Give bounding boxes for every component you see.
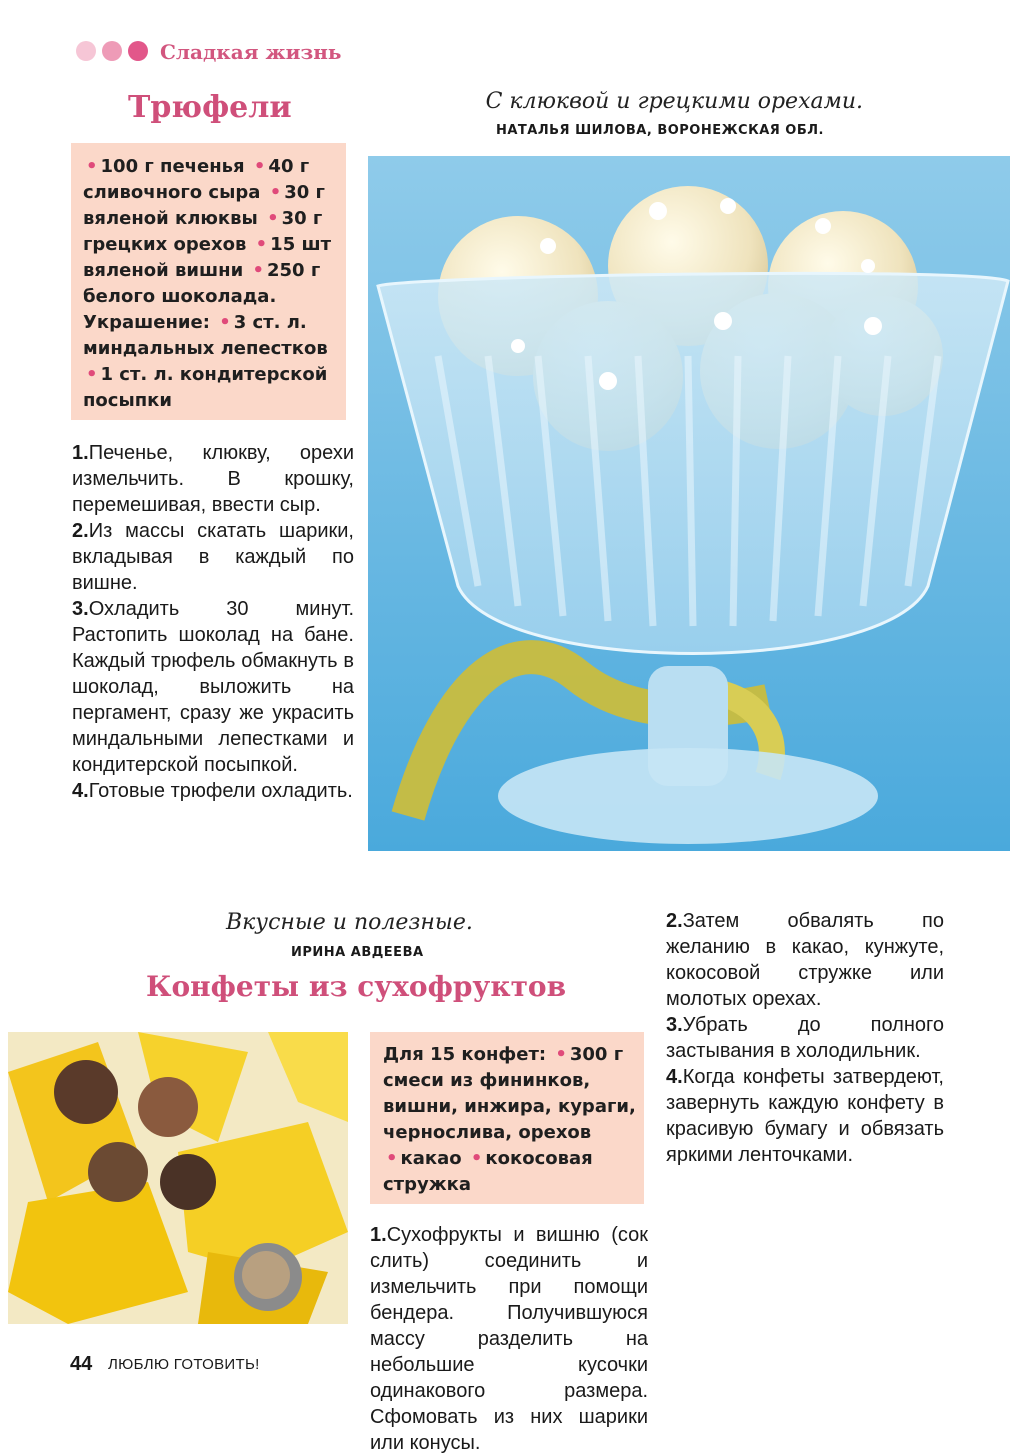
bullet: • (470, 1148, 483, 1169)
bullet: • (269, 182, 282, 203)
bullet: • (555, 1044, 567, 1065)
step (72, 518, 354, 596)
recipe2-step1 (370, 1222, 648, 1454)
recipe1-subtitle: С клюквой и грецкими орехами. (485, 89, 863, 114)
bullet: • (253, 156, 266, 177)
step-text: Охладить 30 минут. Растопить шоколад на бане. Каждый трюфель обмакнуть в шоколад, выложить на пергамент, сразу же украсить миндальными лепестками и кондитерской посыпкой. (72, 598, 354, 776)
step-text: Печенье, клюкву, орехи измельчить. В крошку, перемешивая, ввести сыр. (72, 442, 354, 516)
recipe2-author: ИРИНА АВДЕЕВА (291, 945, 424, 960)
recipe2-title: Конфеты из сухофруктов (146, 970, 567, 1003)
step-number: 4. (666, 1066, 683, 1088)
step (666, 1012, 944, 1064)
step-text: Из массы скатать шарики, вкладывая в каждый по вишне. (72, 520, 354, 594)
ingredient: кокосовая стружка (383, 1148, 593, 1195)
bullet: • (86, 364, 98, 385)
recipe2-ingredients-box (370, 1032, 644, 1204)
page-number: 44 (70, 1353, 93, 1375)
dot-light (76, 41, 96, 61)
ingredient: 1 ст. л. кондитерской посыпки (83, 364, 328, 411)
step-number: 1. (370, 1224, 387, 1246)
step-text: Когда конфеты затвердеют, завернуть каждую конфету в красивую бумагу и обвязать яркими ленточками. (666, 1066, 944, 1166)
ingredient: 100 г печенья (100, 156, 245, 177)
step (666, 908, 944, 1012)
dot-medium (102, 41, 122, 61)
ingredient: 30 г грецких орехов (83, 208, 323, 255)
ingredient: 300 г смеси из фининков, вишни, инжира, кураги, чернослива, орехов (383, 1044, 636, 1143)
recipe2-subtitle: Вкусные и полезные. (226, 910, 473, 935)
ingredient: какао (400, 1148, 462, 1169)
recipe1-ingredients-box (71, 143, 346, 420)
step-text: Убрать до полного застывания в холодильник. (666, 1014, 944, 1062)
ingredient: 250 г белого шоколада. (83, 260, 321, 307)
decoration-label: Украшение: (83, 312, 210, 333)
section-dots (76, 41, 148, 63)
step-text: Готовые трюфели охладить. (88, 780, 353, 802)
bullet: • (252, 260, 264, 281)
truffles-photo (368, 156, 1010, 851)
bullet: • (255, 234, 268, 255)
bullet: • (267, 208, 279, 229)
step (666, 1064, 944, 1168)
ingredient: 15 шт вяленой вишни (83, 234, 332, 281)
step-number: 4. (72, 780, 89, 802)
step-text: Сухофрукты и вишню (сок слить) соединить и измельчить при помощи бендера. Получившуюся массу разделить на небольшие кусочки одинакового размера. Сфомовать из них шарики или конусы. (370, 1224, 648, 1454)
ingredient: 3 ст. л. миндальных лепестков (83, 312, 328, 359)
bullet: • (219, 312, 231, 333)
bullet: • (86, 156, 98, 177)
magazine-name: ЛЮБЛЮ ГОТОВИТЬ! (108, 1356, 260, 1373)
step-number: 2. (666, 910, 683, 932)
section-title: Сладкая жизнь (160, 40, 342, 64)
step-number: 3. (666, 1014, 683, 1036)
step (370, 1222, 648, 1456)
step-number: 2. (72, 520, 89, 542)
recipe1-author: НАТАЛЬЯ ШИЛОВА, ВОРОНЕЖСКАЯ ОБЛ. (495, 123, 824, 138)
step (72, 778, 354, 804)
step (72, 596, 354, 778)
step-number: 1. (72, 442, 89, 464)
ingredients-label: Для 15 конфет: (383, 1044, 547, 1065)
step-number: 3. (72, 598, 89, 620)
ingredient: 40 г сливочного сыра (83, 156, 310, 203)
ingredient: 30 г вяленой клюквы (83, 182, 325, 229)
recipe1-title: Трюфели (128, 90, 292, 125)
recipe2-steps (666, 908, 944, 1168)
candies-photo (8, 1032, 348, 1324)
step-text: Затем обвалять по желанию в какао, кунжуте, кокосовой стружке или молотых орехах. (666, 910, 944, 1010)
recipe1-steps (72, 440, 354, 804)
bullet: • (386, 1148, 398, 1169)
dot-dark (128, 41, 148, 61)
step (72, 440, 354, 518)
